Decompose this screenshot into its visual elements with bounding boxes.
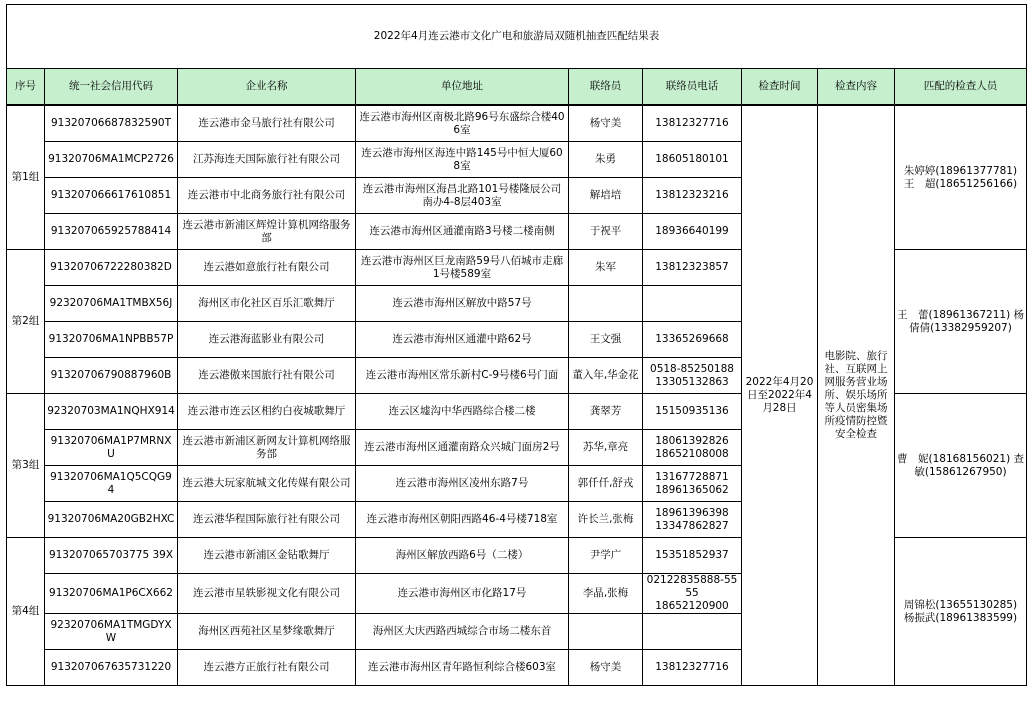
cell-contact — [569, 286, 643, 322]
cell-phone — [643, 574, 742, 614]
cell-contact-line: 杨守美 — [589, 117, 622, 129]
cell-contact-line: 解培培 — [589, 189, 622, 201]
cell-address — [356, 322, 569, 358]
cell-contact-line: 郭仟仟,舒戎 — [577, 477, 634, 489]
cell-phone-line: 18961365062 — [655, 483, 729, 496]
cell-contact-line: 龚翠芳 — [589, 405, 622, 417]
cell-phone-line: 13347862827 — [655, 519, 729, 532]
cell-code — [45, 322, 178, 358]
cell-phone — [643, 430, 742, 466]
cell-contact — [569, 178, 643, 214]
cell-address-line: 海州区解放西路6号（二楼） — [395, 549, 529, 561]
cell-address — [356, 430, 569, 466]
cell-code — [45, 105, 178, 142]
cell-address-line: 连云港市海州区凌州东路7号 — [395, 477, 529, 489]
cell-name — [178, 286, 356, 322]
cell-phone-line: 18652120900 — [655, 600, 729, 612]
cell-contact — [569, 650, 643, 686]
cell-name-line: 连云港市中北商务旅行社有限公司 — [187, 189, 346, 201]
cell-name — [178, 538, 356, 574]
header-name: 企业名称 — [178, 69, 356, 106]
cell-code-line: 91320706MA1NPBB57P — [48, 333, 174, 345]
cell-contact-line: 苏华,章亮 — [582, 441, 629, 453]
group-label: 第2组 — [7, 250, 45, 394]
cell-code — [45, 250, 178, 286]
cell-code — [45, 430, 178, 466]
group-inspectors: 曹 妮(18168156021) 查敏(15861267950) — [895, 394, 1027, 538]
cell-address — [356, 502, 569, 538]
group-label: 第3组 — [7, 394, 45, 538]
cell-code-line: 91320706722280382D — [50, 261, 172, 273]
cell-contact-line: 朱勇 — [595, 153, 616, 165]
cell-name — [178, 178, 356, 214]
cell-address-line: 连云港市海州区市化路17号 — [397, 587, 527, 599]
group-label: 第1组 — [7, 105, 45, 250]
header-inspectors: 匹配的检查人员 — [895, 69, 1027, 106]
table-row — [7, 105, 1027, 142]
cell-phone-line: 15150935136 — [655, 405, 729, 417]
cell-name-line: 连云港大玩家航城文化传媒有限公司 — [182, 477, 351, 489]
cell-code-line: 913207065925788414 — [50, 225, 172, 237]
cell-contact — [569, 574, 643, 614]
cell-address-line: 连云港市海州区常乐新村C-9号楼6号门面 — [365, 369, 559, 381]
cell-address-line: 连云区墟沟中华西路综合楼二楼 — [388, 405, 536, 417]
cell-name — [178, 614, 356, 650]
cell-phone-line: 15351852937 — [655, 549, 729, 561]
cell-phone — [643, 250, 742, 286]
inspection-content: 电影院、旅行社、互联网上网服务营业场所、娱乐场所等人员密集场所疫情防控暨安全检查 — [818, 105, 895, 686]
header-content: 检查内容 — [818, 69, 895, 106]
cell-address — [356, 394, 569, 430]
cell-contact-line: 许长兰,张梅 — [577, 513, 634, 525]
cell-phone-line: 18961396398 — [655, 506, 729, 519]
group-inspectors: 周锦松(13655130285) 杨振武(18961383599) — [895, 538, 1027, 686]
cell-code — [45, 178, 178, 214]
cell-phone-line: 18605180101 — [655, 153, 729, 165]
cell-phone — [643, 322, 742, 358]
cell-code — [45, 650, 178, 686]
cell-code — [45, 574, 178, 614]
header-contact: 联络员 — [569, 69, 643, 106]
cell-code-line: 91320706MA1P6CX662 — [49, 587, 173, 599]
cell-phone-line: 0518-85250188 — [650, 362, 734, 375]
result-table — [6, 4, 1027, 686]
cell-phone — [643, 178, 742, 214]
cell-address — [356, 105, 569, 142]
cell-phone — [643, 142, 742, 178]
header-time: 检查时间 — [742, 69, 818, 106]
cell-name — [178, 358, 356, 394]
cell-address-line: 连云港市海州区解放中路57号 — [392, 297, 532, 309]
cell-address-line: 连云港市海州区巨龙南路59号八佰城市走廊1号楼589室 — [360, 254, 564, 280]
cell-phone — [643, 214, 742, 250]
cell-contact-line: 杨守美 — [589, 661, 622, 673]
cell-name-line: 连云港傲来国旅行社有限公司 — [198, 369, 335, 381]
cell-contact-line: 尹学广 — [589, 549, 622, 561]
cell-phone — [643, 502, 742, 538]
header-seq: 序号 — [7, 69, 45, 106]
group-label: 第4组 — [7, 538, 45, 686]
cell-phone-line: 13167728871 — [655, 470, 729, 483]
cell-code — [45, 538, 178, 574]
cell-name — [178, 142, 356, 178]
cell-code — [45, 214, 178, 250]
group-inspectors: 朱婷婷(18961377781) 王 超(18651256166) — [895, 105, 1027, 250]
cell-contact — [569, 214, 643, 250]
cell-contact — [569, 394, 643, 430]
cell-contact — [569, 322, 643, 358]
cell-code-line: 91320706MA1P7MRNXU — [50, 434, 172, 460]
cell-phone-line: 13365269668 — [655, 333, 729, 345]
cell-contact — [569, 502, 643, 538]
cell-contact-line: 董入年,华金花 — [572, 369, 639, 381]
cell-contact-line: 朱军 — [595, 261, 616, 273]
cell-name-line: 连云港如意旅行社有限公司 — [203, 261, 330, 273]
cell-contact — [569, 538, 643, 574]
cell-name-line: 连云港市新浦区辉煌计算机网络服务部 — [182, 218, 351, 244]
cell-code — [45, 142, 178, 178]
cell-address-line: 连云港市海州区通灌南路众兴城门面房2号 — [364, 441, 560, 453]
cell-name-line: 海州区市化社区百乐汇歌舞厅 — [198, 297, 335, 309]
cell-phone — [643, 358, 742, 394]
cell-address-line: 连云港市海州区通灌中路62号 — [392, 333, 532, 345]
cell-code — [45, 286, 178, 322]
cell-address — [356, 466, 569, 502]
cell-code — [45, 358, 178, 394]
cell-contact-line: 王文强 — [589, 333, 622, 345]
cell-name — [178, 430, 356, 466]
header-address: 单位地址 — [356, 69, 569, 106]
cell-code-line: 913207066617610851 — [50, 189, 172, 201]
cell-code — [45, 466, 178, 502]
cell-phone-line: 18652108008 — [655, 447, 729, 460]
cell-code-line: 92320706MA1TMGDYXW — [50, 618, 172, 644]
cell-phone — [643, 466, 742, 502]
cell-address-line: 连云港市海州区南极北路96号东盛综合楼406室 — [359, 110, 565, 136]
cell-name-line: 连云港市新浦区新网友计算机网络服务部 — [182, 434, 351, 460]
cell-name — [178, 214, 356, 250]
group-inspectors: 王 蕾(18961367211) 杨倩倩(13382959207) — [895, 250, 1027, 394]
cell-phone-line: 13812327716 — [655, 117, 729, 129]
cell-name — [178, 322, 356, 358]
cell-code-line: 91320706790887960B — [50, 369, 172, 381]
cell-address-line: 连云港市海州区海连中路145号中恒大厦608室 — [361, 146, 563, 172]
cell-contact-line: 于祝平 — [589, 225, 622, 237]
cell-phone-line: 18061392826 — [655, 434, 729, 447]
cell-phone — [643, 650, 742, 686]
cell-code-line: 92320706MA1TMBX56J — [49, 297, 173, 309]
cell-contact — [569, 250, 643, 286]
cell-address — [356, 178, 569, 214]
cell-phone — [643, 105, 742, 142]
cell-name-line: 江苏海连天国际旅行社有限公司 — [193, 153, 340, 165]
inspection-time: 2022年4月20日至2022年4月28日 — [742, 105, 818, 686]
cell-phone — [643, 394, 742, 430]
cell-phone-line: 13305132863 — [655, 375, 729, 388]
cell-name-line: 连云港市连云区相约白夜城歌舞厅 — [187, 405, 346, 417]
cell-address — [356, 286, 569, 322]
cell-contact — [569, 614, 643, 650]
cell-name — [178, 394, 356, 430]
cell-phone-line: 13812323857 — [655, 261, 729, 273]
cell-code-line: 91320706687832590T — [51, 117, 171, 129]
cell-contact — [569, 430, 643, 466]
cell-name — [178, 502, 356, 538]
cell-phone-line: 13812327716 — [655, 661, 729, 673]
cell-address — [356, 250, 569, 286]
cell-name — [178, 250, 356, 286]
cell-address-line: 连云港市海州区海昌北路101号楼隆辰公司南办4-8层403室 — [362, 182, 562, 208]
cell-code — [45, 502, 178, 538]
cell-name-line: 连云港市新浦区金钻歌舞厅 — [203, 549, 330, 561]
cell-code — [45, 394, 178, 430]
cell-code-line: 91320706MA1Q5CQG94 — [50, 470, 172, 496]
cell-contact — [569, 358, 643, 394]
cell-code-line: 92320703MA1NQHX914 — [47, 405, 175, 417]
cell-address-line: 连云港市海州区青年路恒利综合楼603室 — [367, 661, 557, 673]
cell-name — [178, 105, 356, 142]
header-code: 统一社会信用代码 — [45, 69, 178, 106]
cell-address — [356, 614, 569, 650]
cell-phone-line: 18936640199 — [655, 225, 729, 237]
cell-code-line: 913207065703775 39X — [48, 549, 174, 561]
cell-address-line: 连云港市海州区通灌南路3号楼二楼南侧 — [369, 225, 555, 237]
cell-name-line: 连云港海蓝影业有限公司 — [208, 333, 325, 345]
cell-name-line: 连云港市星轶影视文化有限公司 — [193, 587, 340, 599]
cell-contact — [569, 142, 643, 178]
cell-name — [178, 466, 356, 502]
cell-phone-line: 13812323216 — [655, 189, 729, 201]
cell-phone — [643, 614, 742, 650]
cell-address-line: 连云港市海州区朝阳西路46-4号楼718室 — [366, 513, 558, 525]
cell-name-line: 连云港市金马旅行社有限公司 — [198, 117, 335, 129]
cell-address-line: 海州区大庆西路西城综合市场二楼东首 — [372, 625, 552, 637]
cell-code-line: 91320706MA20GB2HXC — [47, 513, 175, 525]
header-row — [7, 69, 1027, 106]
cell-name — [178, 574, 356, 614]
cell-code — [45, 614, 178, 650]
cell-address — [356, 142, 569, 178]
cell-address — [356, 538, 569, 574]
cell-code-line: 913207067635731220 — [50, 661, 172, 673]
cell-code-line: 91320706MA1MCP2726 — [48, 153, 174, 165]
cell-contact — [569, 105, 643, 142]
cell-phone — [643, 286, 742, 322]
cell-phone — [643, 538, 742, 574]
cell-contact-line: 李晶,张梅 — [582, 587, 629, 599]
cell-phone-line: 02122835888-5555 — [646, 574, 738, 599]
cell-name-line: 海州区西苑社区星梦缘歌舞厅 — [198, 625, 335, 637]
cell-address — [356, 214, 569, 250]
header-phone: 联络员电话 — [643, 69, 742, 106]
cell-name-line: 连云港华程国际旅行社有限公司 — [193, 513, 340, 525]
cell-address — [356, 574, 569, 614]
cell-contact — [569, 466, 643, 502]
cell-name-line: 连云港方正旅行社有限公司 — [203, 661, 330, 673]
cell-address — [356, 650, 569, 686]
cell-name — [178, 650, 356, 686]
page-title: 2022年4月连云港市文化广电和旅游局双随机抽查匹配结果表 — [7, 5, 1027, 69]
cell-address — [356, 358, 569, 394]
